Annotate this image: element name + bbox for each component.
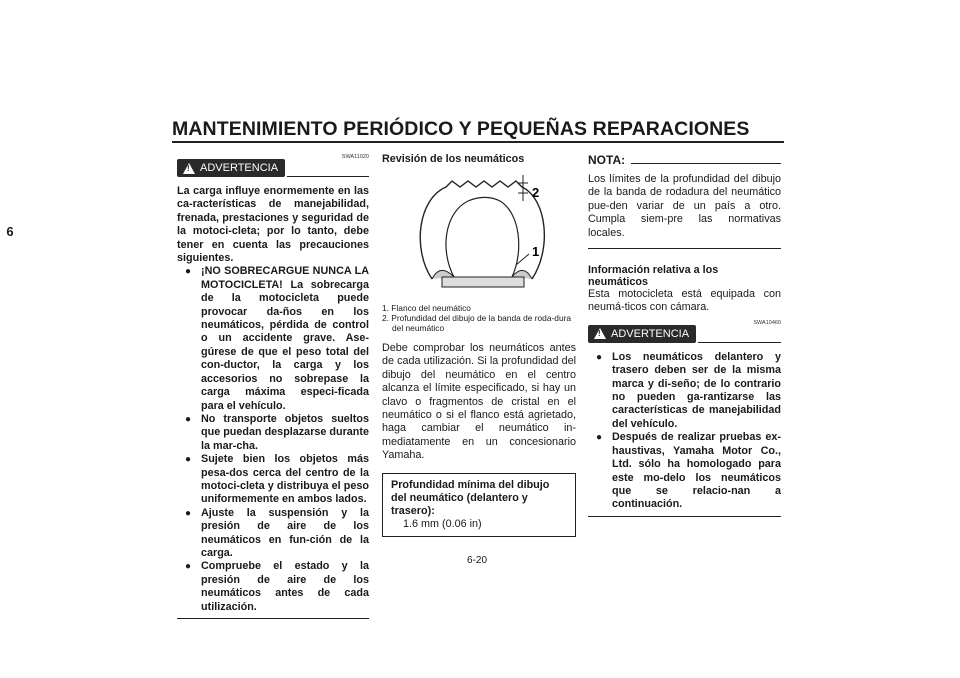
note-end-rule [588, 248, 781, 249]
list-item: ● No transporte objetos sueltos que puedan desplazarse durante la mar-cha. [185, 413, 369, 453]
figure-label-2: 2 [532, 185, 540, 200]
spec-box [382, 473, 576, 537]
warning-end-rule [588, 516, 781, 517]
figure-label-1: 1 [532, 244, 540, 259]
rim [442, 277, 524, 287]
spec-value: 1.6 mm (0.06 in) [403, 517, 482, 530]
spec-title: Profundidad mínima del dibujo del neumático (delantero y trasero): [391, 478, 550, 517]
column-1 [177, 154, 369, 619]
page-number: 6-20 [467, 555, 488, 566]
tire-tread-outline [420, 181, 544, 279]
list-item: ● Los neumáticos delantero y trasero deben ser de la misma marca y di-seño; de lo contrario no pueden ga-rantizarse las características de manejabilidad del vehículo. [596, 351, 781, 431]
list-item: ● Después de realizar pruebas ex-haustivas, Yamaha Motor Co., Ltd. sólo ha homologado para este mo-delo los neumáticos que se relacio-nan a continuación. [596, 431, 781, 511]
list-item: ● ¡NO SOBRECARGUE NUNCA LA MOTOCICLETA! La sobrecarga de la motocicleta puede provocar da-ños en los neumáticos, pérdida de control o un accidente grave. Ase-gúrese de que el peso total del con-ductor, la carga y los accesorios no sobrepase la carga máxima especi-ficada para el vehículo. [185, 265, 369, 412]
page-title: MANTENIMIENTO PERIÓDICO Y PEQUEÑAS REPARACIONES [172, 118, 750, 140]
info-text: Esta motocicleta está equipada con neumá-ticos con cámara. [588, 288, 781, 314]
note-label: NOTA: [588, 153, 626, 167]
tire-diagram [382, 169, 576, 297]
warning-label: ADVERTENCIA [611, 327, 690, 340]
warning-code: SWA11020 [341, 154, 369, 160]
list-item: ● Compruebe el estado y la presión de aire de los neumáticos antes de cada utilización. [185, 560, 369, 614]
column-2 [382, 153, 576, 537]
warning-icon: ! [594, 328, 606, 339]
list-item: ● Sujete bien los objetos más pesa-dos cerca del centro de la motoci-cleta y distribuya el peso uniformemente en ambos lados. [185, 453, 369, 507]
note-rule [631, 163, 781, 164]
warning-badge [177, 159, 285, 177]
info-heading: Información relativa a los neumáticos [588, 264, 719, 289]
title-rule [172, 141, 784, 143]
warning-badge [588, 325, 696, 343]
body-text: Debe comprobar los neumáticos antes de cada utilización. Si la profundidad del dibujo del neumático en el centro alcanza el límite especificado, si hay un clavo o fragmentos de cristal en el neumático o si el flanco está agrietado, haga cambiar el neumático in-mediatamente en un concesionario Yamaha. [382, 342, 576, 462]
list-item: ● Ajuste la suspensión y la presión de aire de los neumáticos en fun-ción de la carga. [185, 507, 369, 561]
warning-bullet-list [177, 265, 369, 614]
figure-caption-2: 2. Profundidad del dibujo de la banda de roda-dura del neumático [382, 313, 572, 333]
warning-bullet-list [588, 351, 781, 512]
warning-intro: La carga influye enormemente en las ca-racterísticas de manejabilidad, frenada, prestaciones y seguridad de la motoci-cleta; por lo tanto, debe tener en cuenta las precauciones siguientes. [177, 185, 369, 265]
warning-label: ADVERTENCIA [200, 162, 279, 174]
tire-inner [446, 197, 519, 277]
figure-caption-1: 1. Flanco del neumático [382, 303, 471, 313]
chapter-tab: 6 [6, 224, 14, 239]
column-3 [588, 153, 781, 517]
warning-end-rule [177, 618, 369, 619]
warning-icon: ! [183, 163, 195, 174]
section-heading: Revisión de los neumáticos [382, 153, 525, 165]
warning-code: SWA10460 [753, 319, 781, 326]
note-text: Los límites de la profundidad del dibujo de la banda de rodadura del neumático pue-den variar de un país a otro. Cumpla siem-pre las normativas locales. [588, 173, 781, 239]
